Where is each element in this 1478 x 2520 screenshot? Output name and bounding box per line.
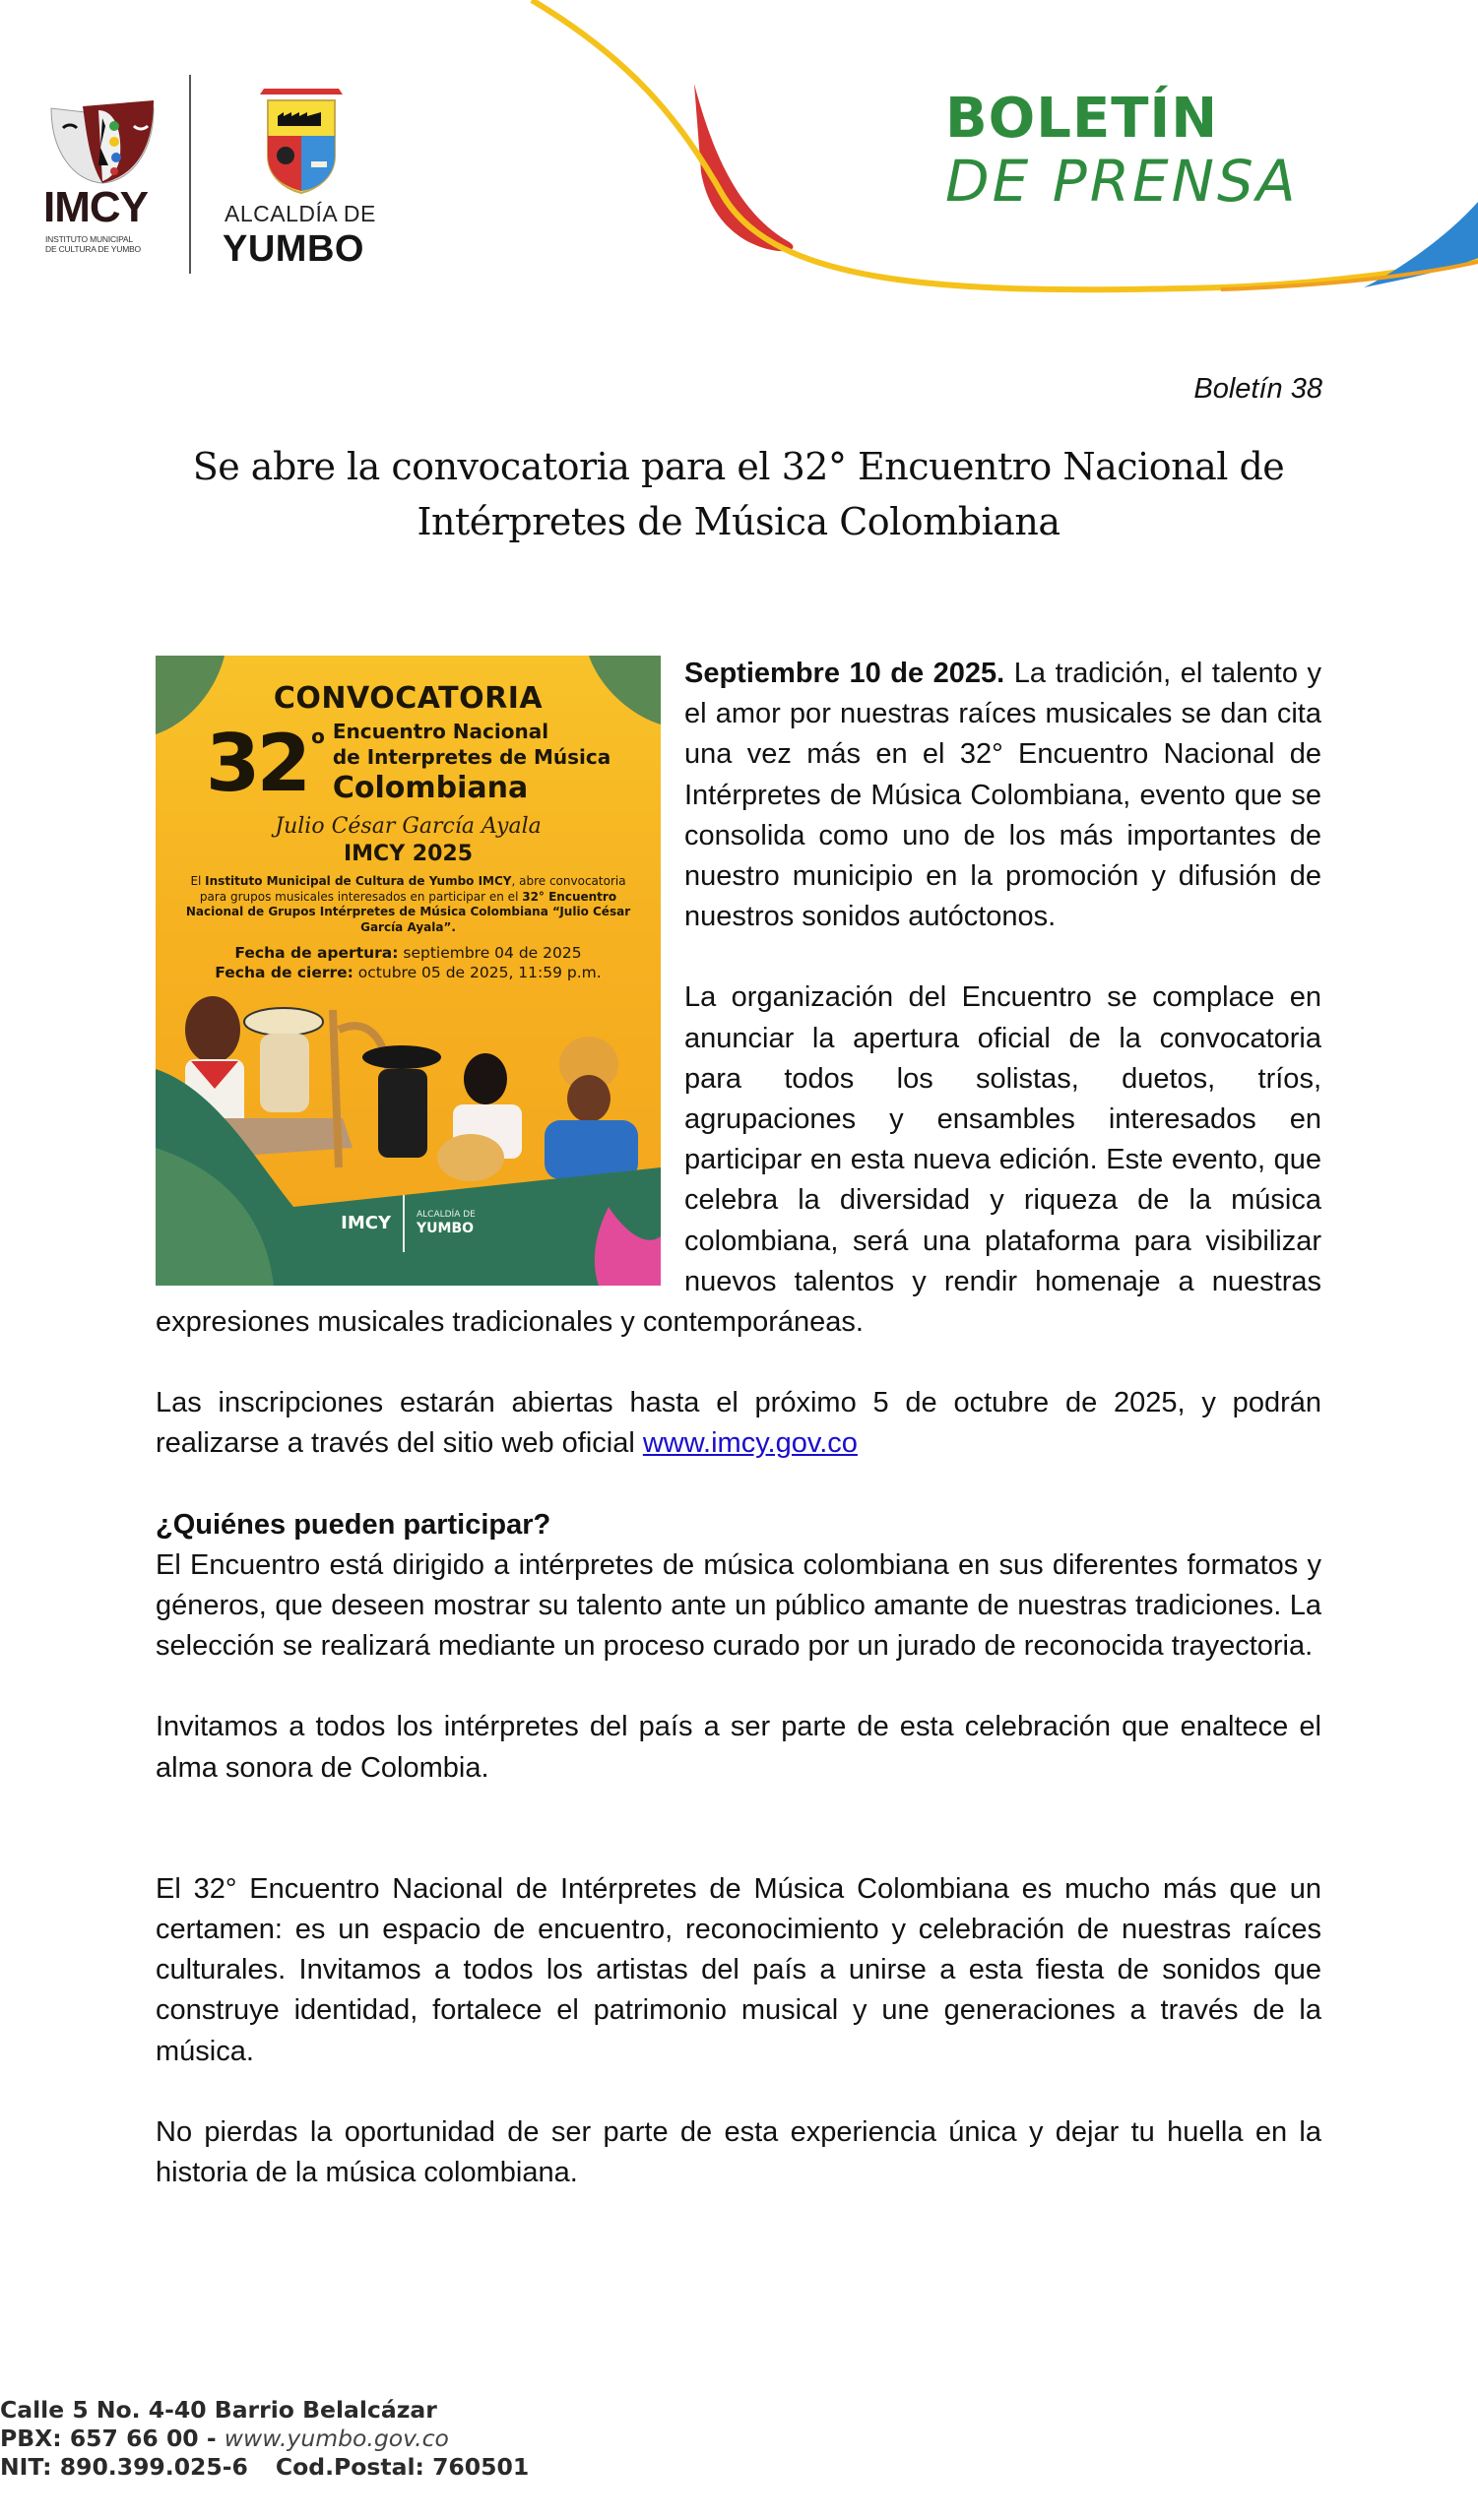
article-body — [156, 654, 1321, 2193]
poster-desc-part2: , abre convocatoria para grupos musicales interesados en participar en el — [199, 874, 626, 904]
poster-footer-alcaldia-block — [417, 1210, 476, 1237]
paragraph-call-to-action: No pierdas la oportunidad de ser parte de esta experiencia única y dejar tu huella en la historia de la música colombiana. — [156, 2115, 1321, 2189]
footer-postal-code: Cod.Postal: 760501 — [275, 2453, 530, 2481]
poster-event-block — [206, 719, 610, 809]
poster-footer-alcaldia: ALCALDÍA DE — [417, 1210, 476, 1220]
poster-event-line3: Colombiana — [332, 771, 529, 805]
poster-dates — [156, 943, 661, 982]
imcy-logo — [43, 96, 171, 264]
headline: Se abre la convocatoria para el 32° Encuentro Nacional de Intérpretes de Música Colombiana — [192, 445, 1285, 543]
imcy-emblem-icon — [43, 96, 160, 185]
poster-convocatoria: CONVOCATORIA — [273, 681, 544, 716]
paragraph-intro-text: La tradición, el talento y el amor por nuestras raíces musicales se dan cita una vez más en el 32° Encuentro Nacional de Intérpretes de Música Colombiana, evento que se consolida como uno de los más importantes de nuestro municipio en la promoción y difusión de nuestros sonidos autóctonos. — [684, 658, 1321, 933]
poster-desc-bold1: Instituto Municipal de Cultura de Yumbo IMCY — [205, 874, 512, 888]
footer-pbx: PBX: 657 66 00 - — [0, 2425, 225, 2452]
imcy-subtitle — [45, 234, 183, 254]
poster-footer-yumbo: YUMBO — [417, 1221, 475, 1236]
poster-event-lines — [333, 719, 610, 807]
poster-close-date — [156, 963, 661, 982]
footer-ids — [0, 2453, 529, 2482]
imcy-subtitle-line1: INSTITUTO MUNICIPAL — [45, 234, 133, 244]
footer-website[interactable]: www.yumbo.gov.co — [224, 2425, 449, 2452]
poster-open-value: septiembre 04 de 2025 — [398, 944, 582, 962]
boletin-title-line2: DE PRENSA — [945, 148, 1299, 215]
imcy-subtitle-line2: DE CULTURA DE YUMBO — [45, 244, 141, 254]
bulletin-number: Boletín 38 — [1193, 373, 1322, 405]
poster-edition: IMCY 2025 — [343, 842, 474, 866]
poster-description — [175, 874, 641, 935]
poster-footer-imcy: IMCY — [341, 1213, 391, 1233]
poster-close-label: Fecha de cierre: — [215, 964, 353, 981]
paragraph-eligibility: El Encuentro está dirigido a intérpretes de música colombiana en sus diferentes formatos y géneros, que deseen mostrar su talento ante un público amante de nuestras tradiciones. La selección se realizará mediante un proceso curado por un jurado de reconocida trayectoria. — [156, 1548, 1321, 1663]
poster-footer-divider — [403, 1195, 405, 1252]
yumbo-label: YUMBO — [223, 228, 364, 270]
poster-event-line1: Encuentro Nacional — [332, 720, 549, 743]
letterhead — [0, 0, 1478, 315]
footer-address: Calle 5 No. 4-40 Barrio Belalcázar — [0, 2396, 437, 2424]
paragraph-registration — [156, 1383, 1321, 1464]
poster-desc-part1: El — [190, 874, 206, 888]
footer-nit: NIT: 890.399.025-6 — [0, 2453, 248, 2481]
poster-top-text — [156, 681, 661, 982]
paragraph-closing: El 32° Encuentro Nacional de Intérpretes de Música Colombiana es mucho más que un certamen: es un espacio de encuentro, reconocimiento y celebración de nuestras raíces culturales. Invitamos a todos los artistas del país a unirse a esta fiesta de sonidos que construye identidad, fortalece el patrimonio musical y une generaciones a través de la música. — [156, 1872, 1321, 2067]
section-heading-who-can-participate: ¿Quiénes pueden participar? — [156, 1508, 551, 1541]
imcy-website-link[interactable]: www.imcy.gov.co — [642, 1427, 858, 1460]
alcaldia-label: ALCALDÍA DE — [225, 201, 376, 226]
paragraph-organization: La organización del Encuentro se complace en anunciar la apertura oficial de la convocatoria para todos los solistas, duetos, tríos, agrupaciones y ensambles interesados en participar en esta nueva edición. Este evento, que celebra la diversidad y riqueza de la música colombiana, será una plataforma para visibilizar nuevos talentos y rendir homenaje a nuestras expresiones musicales tradicionales y contemporáneas. — [156, 981, 1321, 1339]
press-bulletin-title — [945, 89, 1299, 213]
logo-divider — [189, 75, 191, 274]
boletin-title-line1: BOLETÍN — [945, 87, 1219, 151]
paragraph-invitation: Invitamos a todos los intérpretes del país a ser parte de esta celebración que enaltece el alma sonora de Colombia. — [156, 1711, 1321, 1784]
paragraph-registration-text: Las inscripciones estarán abiertas hasta el próximo 5 de octubre de 2025, y podrán realizarse a través del sitio web oficial — [156, 1387, 1321, 1460]
poster-open-label: Fecha de apertura: — [234, 944, 399, 962]
dateline: Septiembre 10 de 2025. — [684, 658, 1005, 689]
convocatoria-poster — [156, 656, 661, 1286]
alcaldia-yumbo-logo — [221, 87, 388, 274]
poster-number: 32 — [205, 718, 308, 809]
poster-open-date — [156, 943, 661, 963]
poster-text — [156, 656, 661, 1286]
footer-contact — [0, 2425, 529, 2453]
letterhead-footer — [0, 2396, 529, 2482]
poster-footer — [156, 1195, 661, 1252]
poster-honoree: Julio César García Ayala — [275, 814, 542, 839]
poster-event-line2: de Interpretes de Música — [332, 745, 611, 769]
poster-close-value: octubre 05 de 2025, 11:59 p.m. — [353, 964, 602, 981]
poster-number-wrap — [206, 719, 325, 809]
poster-degree: o — [311, 724, 325, 748]
imcy-wordmark: IMCY — [43, 183, 148, 231]
poster-desc-bold2: 32° Encuentro Nacional de Grupos Intérpretes de Música Colombiana “Julio César García Ayala”. — [185, 889, 631, 934]
yumbo-coat-of-arms-icon — [256, 87, 347, 195]
